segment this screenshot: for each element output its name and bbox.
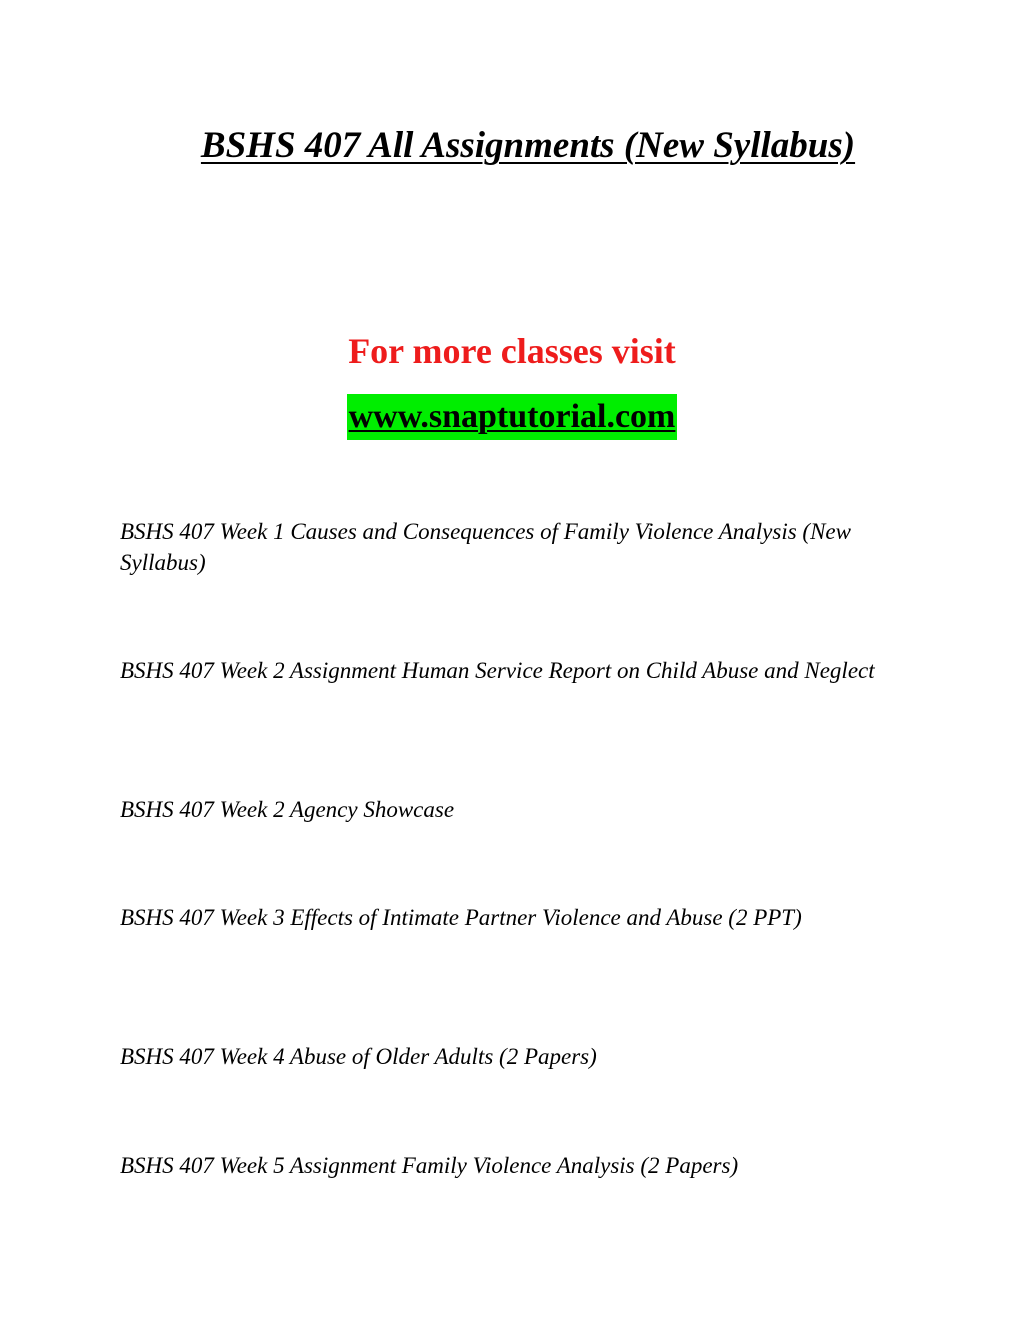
assignment-item-week2-showcase: BSHS 407 Week 2 Agency Showcase <box>120 797 455 822</box>
assignment-item-week5-analysis: BSHS 407 Week 5 Assignment Family Violence Analysis (2 Papers) <box>120 1153 739 1178</box>
website-link[interactable]: www.snaptutorial.com <box>347 394 678 440</box>
assignment-item-week1-causes: BSHS 407 Week 1 Causes and Consequences of Family Violence Analysis (New Syllabus) <box>120 519 851 575</box>
document-title: BSHS 407 All Assignments (New Syllabus) <box>200 125 856 166</box>
promo-text: For more classes visit <box>348 331 676 371</box>
assignment-item-week2-report: BSHS 407 Week 2 Assignment Human Service Report on Child Abuse and Neglect <box>120 658 875 683</box>
assignment-item-week4-abuse: BSHS 407 Week 4 Abuse of Older Adults (2 Papers) <box>120 1044 597 1069</box>
assignment-item-week3-effects: BSHS 407 Week 3 Effects of Intimate Partner Violence and Abuse (2 PPT) <box>120 905 802 930</box>
website-link-container <box>0 394 1024 440</box>
